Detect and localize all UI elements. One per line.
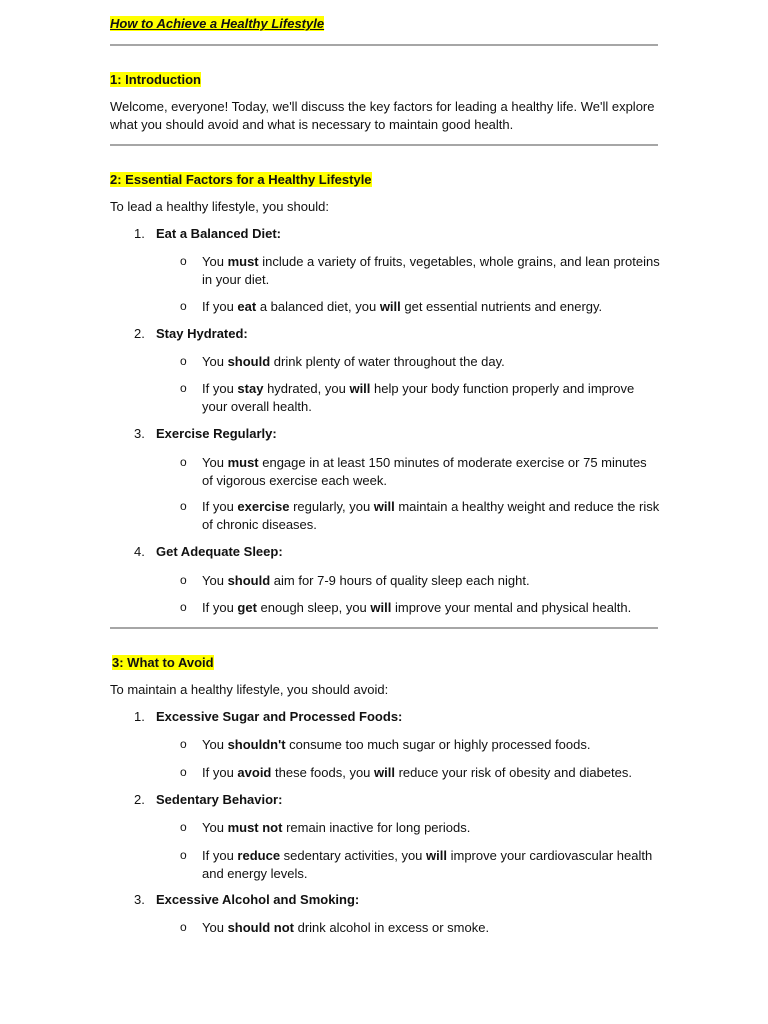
- emphasis-word: must not: [227, 820, 283, 835]
- list-number: 1.: [134, 226, 145, 241]
- bullet-text-part: a balanced diet, you: [256, 299, 380, 314]
- bullet-icon: o: [180, 573, 187, 587]
- bullet-text-part: You: [202, 820, 228, 835]
- emphasis-word: avoid: [237, 765, 272, 780]
- what-to-avoid-intro: To maintain a healthy lifestyle, you should avoid:: [110, 682, 389, 697]
- list-number: 2.: [134, 326, 145, 341]
- bullet-text: [202, 736, 660, 754]
- list-item-label: Exercise Regularly:: [156, 426, 277, 441]
- bullet-text-part: If you: [202, 600, 238, 615]
- emphasis-word: must: [227, 455, 259, 470]
- bullet-text: [202, 298, 660, 316]
- bullet-text-part: If you: [202, 765, 238, 780]
- bullet-icon: o: [180, 299, 187, 313]
- bullet-text: [202, 353, 660, 371]
- emphasis-word: should: [227, 354, 271, 369]
- list-item-label: Get Adequate Sleep:: [156, 544, 283, 559]
- essential-factors-intro: To lead a healthy lifestyle, you should:: [110, 199, 329, 214]
- bullet-text-part: drink plenty of water throughout the day.: [270, 354, 505, 369]
- emphasis-word: should not: [227, 920, 294, 935]
- bullet-text: [202, 572, 660, 590]
- bullet-icon: o: [180, 381, 187, 395]
- bullet-text-part: You: [202, 920, 228, 935]
- bullet-text-part: You: [202, 455, 228, 470]
- bullet-icon: o: [180, 499, 187, 513]
- emphasis-word: stay: [237, 381, 264, 396]
- bullet-text: [202, 819, 660, 837]
- bullet-text-part: remain inactive for long periods.: [282, 820, 471, 835]
- bullet-text: [202, 454, 660, 490]
- list-item-label: Excessive Sugar and Processed Foods:: [156, 709, 403, 724]
- bullet-text: [202, 498, 660, 534]
- bullet-text-part: You: [202, 354, 228, 369]
- divider: [110, 44, 658, 46]
- bullet-icon: o: [180, 254, 187, 268]
- bullet-text: [202, 599, 660, 617]
- bullet-text-part: reduce your risk of obesity and diabetes.: [394, 765, 632, 780]
- bullet-text-part: improve your cardiovascular health and energy levels.: [202, 848, 653, 881]
- list-number: 2.: [134, 792, 145, 807]
- section-heading-introduction: 1: Introduction: [110, 72, 201, 87]
- bullet-text-part: maintain a healthy weight and reduce the risk of chronic diseases.: [202, 499, 660, 532]
- bullet-text-part: You: [202, 737, 228, 752]
- emphasis-word: should: [227, 573, 271, 588]
- emphasis-word: reduce: [237, 848, 281, 863]
- bullet-text-part: hydrated, you: [263, 381, 350, 396]
- list-number: 1.: [134, 709, 145, 724]
- emphasis-word: exercise: [237, 499, 290, 514]
- bullet-text-part: If you: [202, 381, 238, 396]
- bullet-text-part: help your body function properly and improve your overall health.: [202, 381, 635, 414]
- bullet-text: [202, 847, 660, 883]
- divider: [110, 144, 658, 146]
- emphasis-word: must: [227, 254, 259, 269]
- list-number: 3.: [134, 892, 145, 907]
- bullet-text: [202, 253, 660, 289]
- emphasis-word: will: [426, 848, 447, 863]
- bullet-text-part: include a variety of fruits, vegetables, whole grains, and lean proteins in your diet.: [202, 254, 660, 287]
- emphasis-word: will: [370, 600, 392, 615]
- emphasis-word: will: [349, 381, 371, 396]
- bullet-text-part: If you: [202, 848, 238, 863]
- bullet-text-part: If you: [202, 299, 238, 314]
- bullet-text-part: If you: [202, 499, 238, 514]
- intro-paragraph: Welcome, everyone! Today, we'll discuss the key factors for leading a healthy life. We'll explore what you should avoid and what is necessary to maintain good health.: [110, 99, 655, 132]
- bullet-text-part: You: [202, 254, 228, 269]
- emphasis-word: shouldn't: [227, 737, 286, 752]
- bullet-text-part: improve your mental and physical health.: [391, 600, 632, 615]
- bullet-text-part: enough sleep, you: [256, 600, 371, 615]
- bullet-text-part: consume too much sugar or highly processed foods.: [285, 737, 591, 752]
- list-item-label: Sedentary Behavior:: [156, 792, 283, 807]
- emphasis-word: will: [373, 499, 395, 514]
- bullet-text-part: sedentary activities, you: [280, 848, 427, 863]
- list-item-label: Stay Hydrated:: [156, 326, 248, 341]
- bullet-icon: o: [180, 354, 187, 368]
- emphasis-word: will: [379, 299, 401, 314]
- bullet-text: [202, 380, 660, 416]
- emphasis-word: get: [237, 600, 257, 615]
- bullet-text: [202, 764, 660, 782]
- document-title: How to Achieve a Healthy Lifestyle: [110, 16, 325, 31]
- bullet-icon: o: [180, 600, 187, 614]
- list-number: 3.: [134, 426, 145, 441]
- bullet-text-part: You: [202, 573, 228, 588]
- bullet-icon: o: [180, 920, 187, 934]
- bullet-icon: o: [180, 455, 187, 469]
- emphasis-word: will: [374, 765, 395, 780]
- bullet-text-part: regularly, you: [289, 499, 374, 514]
- list-item-label: Excessive Alcohol and Smoking:: [156, 892, 360, 907]
- bullet-text-part: these foods, you: [271, 765, 375, 780]
- list-item-label: Eat a Balanced Diet:: [156, 226, 281, 241]
- list-number: 4.: [134, 544, 145, 559]
- section-heading-what-to-avoid: 3: What to Avoid: [112, 655, 214, 670]
- section-heading-essential-factors: 2: Essential Factors for a Healthy Lifestyle: [110, 172, 372, 187]
- bullet-icon: o: [180, 765, 187, 779]
- bullet-text-part: aim for 7-9 hours of quality sleep each night.: [270, 573, 530, 588]
- bullet-icon: o: [180, 737, 187, 751]
- bullet-icon: o: [180, 848, 187, 862]
- bullet-text-part: get essential nutrients and energy.: [400, 299, 603, 314]
- bullet-text-part: engage in at least 150 minutes of moderate exercise or 75 minutes of vigorous exercise each week.: [202, 455, 647, 488]
- bullet-text-part: drink alcohol in excess or smoke.: [294, 920, 490, 935]
- bullet-text: [202, 919, 660, 937]
- divider: [110, 627, 658, 629]
- bullet-icon: o: [180, 820, 187, 834]
- emphasis-word: eat: [237, 299, 257, 314]
